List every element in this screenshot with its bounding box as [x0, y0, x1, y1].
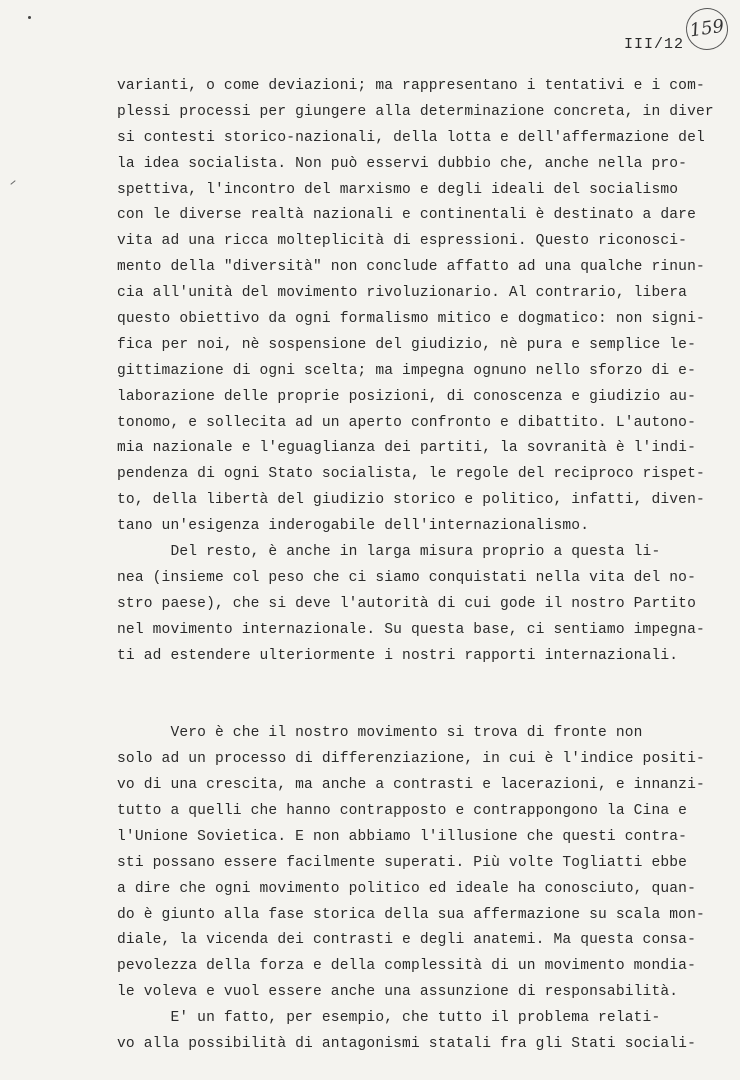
text-line: Del resto, è anche in larga misura proprio a questa li- — [117, 544, 661, 561]
text-line: stro paese), che si deve l'autorità di cui gode il nostro Partito — [117, 595, 696, 612]
text-line: ti ad estendere ulteriormente i nostri rapporti internazionali. — [117, 647, 679, 664]
text-line: diale, la vicenda dei contrasti e degli anatemi. Ma questa consa- — [117, 932, 696, 949]
text-line: pendenza di ogni Stato socialista, le regole del reciproco rispet- — [117, 466, 705, 483]
text-line: Vero è che il nostro movimento si trova di fronte non — [117, 725, 643, 742]
text-line: spettiva, l'incontro del marxismo e degli ideali del socialismo — [117, 181, 679, 198]
text-line: la idea socialista. Non può esservi dubbio che, anche nella pro- — [117, 155, 688, 172]
text-line: l'Unione Sovietica. E non abbiamo l'illusione che questi contra- — [117, 828, 688, 845]
text-line: gittimazione di ogni scelta; ma impegna ognuno nello sforzo di e- — [117, 362, 696, 379]
text-line: varianti, o come deviazioni; ma rappresentano i tentativi e i com- — [117, 78, 705, 94]
text-line: tano un'esigenza inderogabile dell'internazionalismo. — [117, 518, 590, 535]
text-line: nea (insieme col peso che ci siamo conquistati nella vita del no- — [117, 569, 696, 586]
text-line: laborazione delle proprie posizioni, di conoscenza e giudizio au- — [117, 388, 696, 405]
text-line — [117, 669, 692, 695]
text-line: vo alla possibilità di antagonismi statali fra gli Stati sociali- — [117, 1035, 696, 1052]
text-line: con le diverse realtà nazionali e continentali è destinato a dare — [117, 207, 696, 224]
text-line: solo ad un processo di differenziazione, in cui è l'indice positi- — [117, 751, 705, 768]
text-line: nel movimento internazionale. Su questa base, ci sentiamo impegna- — [117, 621, 705, 638]
page-reference: III/12 — [624, 36, 685, 53]
text-line — [117, 695, 692, 721]
text-line: le voleva e vuol essere anche una assunzione di responsabilità. — [117, 984, 679, 1001]
text-line: a dire che ogni movimento politico ed ideale ha conosciuto, quan- — [117, 880, 696, 897]
text-line: vita ad una ricca molteplicità di espressioni. Questo riconosci- — [117, 233, 688, 250]
folio-stamp: 159 — [683, 5, 730, 52]
ink-speck — [28, 16, 31, 19]
text-line: si contesti storico-nazionali, della lotta e dell'affermazione del — [117, 129, 705, 146]
text-line: vo di una crescita, ma anche a contrasti e lacerazioni, e innanzi- — [117, 777, 705, 794]
body-text — [117, 74, 714, 1058]
text-line: E' un fatto, per esempio, che tutto il problema relati- — [117, 1010, 661, 1027]
text-line: fica per noi, nè sospensione del giudizio, nè pura e semplice le- — [117, 336, 696, 353]
text-line: mia nazionale e l'eguaglianza dei partiti, la sovranità è l'indi- — [117, 440, 696, 457]
text-line: cia all'unità del movimento rivoluzionario. Al contrario, libera — [117, 285, 688, 302]
text-line: questo obiettivo da ogni formalismo mitico e dogmatico: non signi- — [117, 311, 705, 328]
text-line: do è giunto alla fase storica della sua affermazione su scala mon- — [117, 906, 705, 923]
text-line: pevolezza della forza e della complessità di un movimento mondia- — [117, 958, 696, 975]
text-line: to, della libertà del giudizio storico e politico, infatti, diven- — [117, 492, 705, 509]
text-line: tonomo, e sollecita ad un aperto confronto e dibattito. L'autono- — [117, 414, 696, 431]
text-line: tutto a quelli che hanno contrapposto e contrappongono la Cina e — [117, 802, 688, 819]
text-line: mento della "diversità" non conclude affatto ad una qualche rinun- — [117, 259, 705, 276]
text-line: sti possano essere facilmente superati. Più volte Togliatti ebbe — [117, 854, 688, 871]
text-line: plessi processi per giungere alla determinazione concreta, in diver — [117, 103, 714, 120]
margin-mark — [10, 180, 15, 185]
